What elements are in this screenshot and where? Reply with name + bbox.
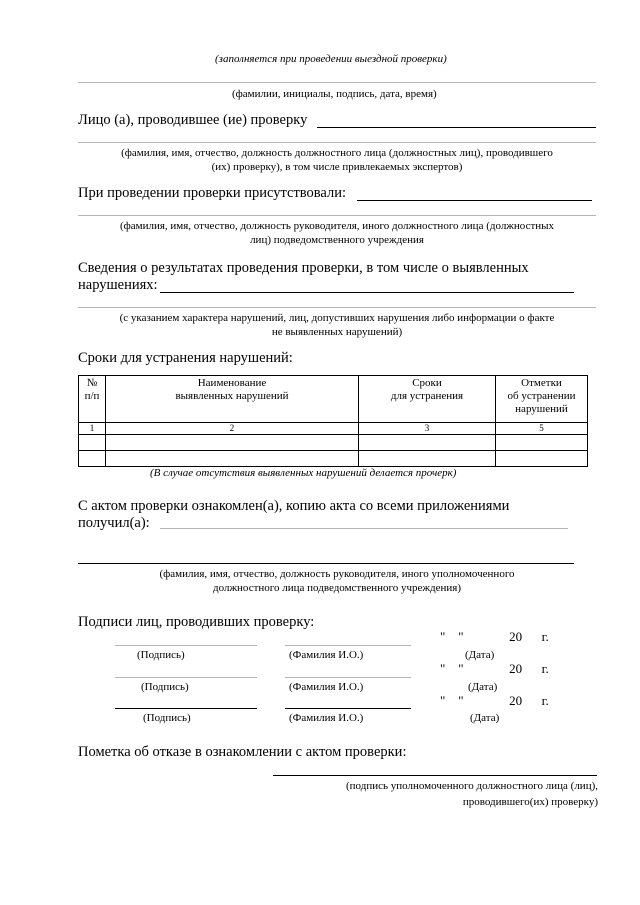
results-label-line1: Сведения о результатах проведения проверки, в том числе о выявленных [78,260,529,276]
refusal-note-line1: (подпись уполномоченного должностного лица (лиц), [345,780,598,792]
present-label: При проведении проверки присутствовали: [78,185,347,201]
col-header-number: № п/п [79,376,106,423]
acquainted-fill-line[interactable] [160,528,568,529]
present-note-line1: (фамилия, имя, отчество, должность руководителя, иного должностного лица (должностных [119,220,555,232]
signature-caption-1: (Подпись) [137,649,185,661]
date-field-2[interactable]: " " 20 г. [440,661,549,676]
acquainted-fill-line-2[interactable] [78,563,574,564]
table-number-row: 1 2 3 5 [79,423,588,435]
acquainted-label-line1: С актом проверки ознакомлен(а), копию акта со всеми приложениями [78,498,510,514]
signature-line-1[interactable] [115,645,257,646]
date-caption-3: (Дата) [470,712,500,724]
name-line-3[interactable] [285,708,411,709]
results-fill-line[interactable] [160,292,574,293]
results-note-line2: не выявленных нарушений) [271,326,403,338]
violations-table [78,375,588,467]
results-label-line2: нарушениях: [78,277,158,293]
inspector-label: Лицо (а), проводившее (ие) проверку [78,112,308,128]
signature-line-3[interactable] [115,708,257,709]
table-row[interactable] [79,451,588,467]
refusal-note [300,779,598,809]
inspector-note [78,146,596,174]
refusal-label: Пометка об отказе в ознакомлении с актом проверки: [78,744,407,760]
names-line [78,82,596,83]
inspector-fill-line[interactable] [317,127,596,128]
results-note [78,311,596,339]
signature-line-2[interactable] [115,677,257,678]
name-caption-3: (Фамилия И.О.) [289,712,364,724]
col-header-violation: Наименование выявленных нарушений [106,376,359,423]
table-row[interactable] [79,435,588,451]
name-caption-1: (Фамилия И.О.) [289,649,364,661]
date-field-1[interactable]: " " 20 г. [440,629,549,644]
acquainted-note-line2: должностного лица подведомственного учреждения) [213,582,461,594]
col-header-marks: Отметки об устранении нарушений [496,376,588,423]
date-caption-1: (Дата) [465,649,495,661]
name-line-1[interactable] [285,645,411,646]
date-field-3[interactable]: " " 20 г. [440,693,549,708]
acquainted-label-line2: получил(а): [78,515,150,531]
results-fill-line-2[interactable] [78,307,596,308]
signature-caption-3: (Подпись) [143,712,191,724]
name-line-2[interactable] [285,677,411,678]
refusal-sign-line[interactable] [273,775,597,776]
deadlines-note: (В случае отсутствия выявленных нарушений делается прочерк) [150,467,457,479]
header-note: (заполняется при проведении выездной проверки) [215,53,447,65]
inspector-fill-line-2[interactable] [78,142,596,143]
signature-caption-2: (Подпись) [141,681,189,693]
present-fill-line[interactable] [357,200,592,201]
present-fill-line-2[interactable] [78,215,596,216]
deadlines-label: Сроки для устранения нарушений: [78,350,293,366]
present-note [78,219,596,247]
name-caption-2: (Фамилия И.О.) [289,681,364,693]
present-note-line2: лиц) подведомственного учреждения [250,234,424,246]
names-note: (фамилии, инициалы, подпись, дата, время) [232,88,437,100]
acquainted-note-line1: (фамилия, имя, отчество, должность руководителя, иного уполномоченного [159,568,515,580]
date-caption-2: (Дата) [468,681,498,693]
signatures-label: Подписи лиц, проводивших проверку: [78,614,315,630]
inspector-note-line2: (их) проверку), в том числе привлекаемых экспертов) [211,161,463,173]
refusal-note-line2: проводившего(их) проверку) [462,796,598,808]
inspector-note-line1: (фамилия, имя, отчество, должность должностного лица (должностных лиц), проводившего [121,147,553,159]
table-header-row [79,376,588,423]
col-header-deadline: Сроки для устранения [359,376,496,423]
acquainted-note [78,567,596,595]
results-note-line1: (с указанием характера нарушений, лиц, допустивших нарушения либо информации о факте [119,312,555,324]
